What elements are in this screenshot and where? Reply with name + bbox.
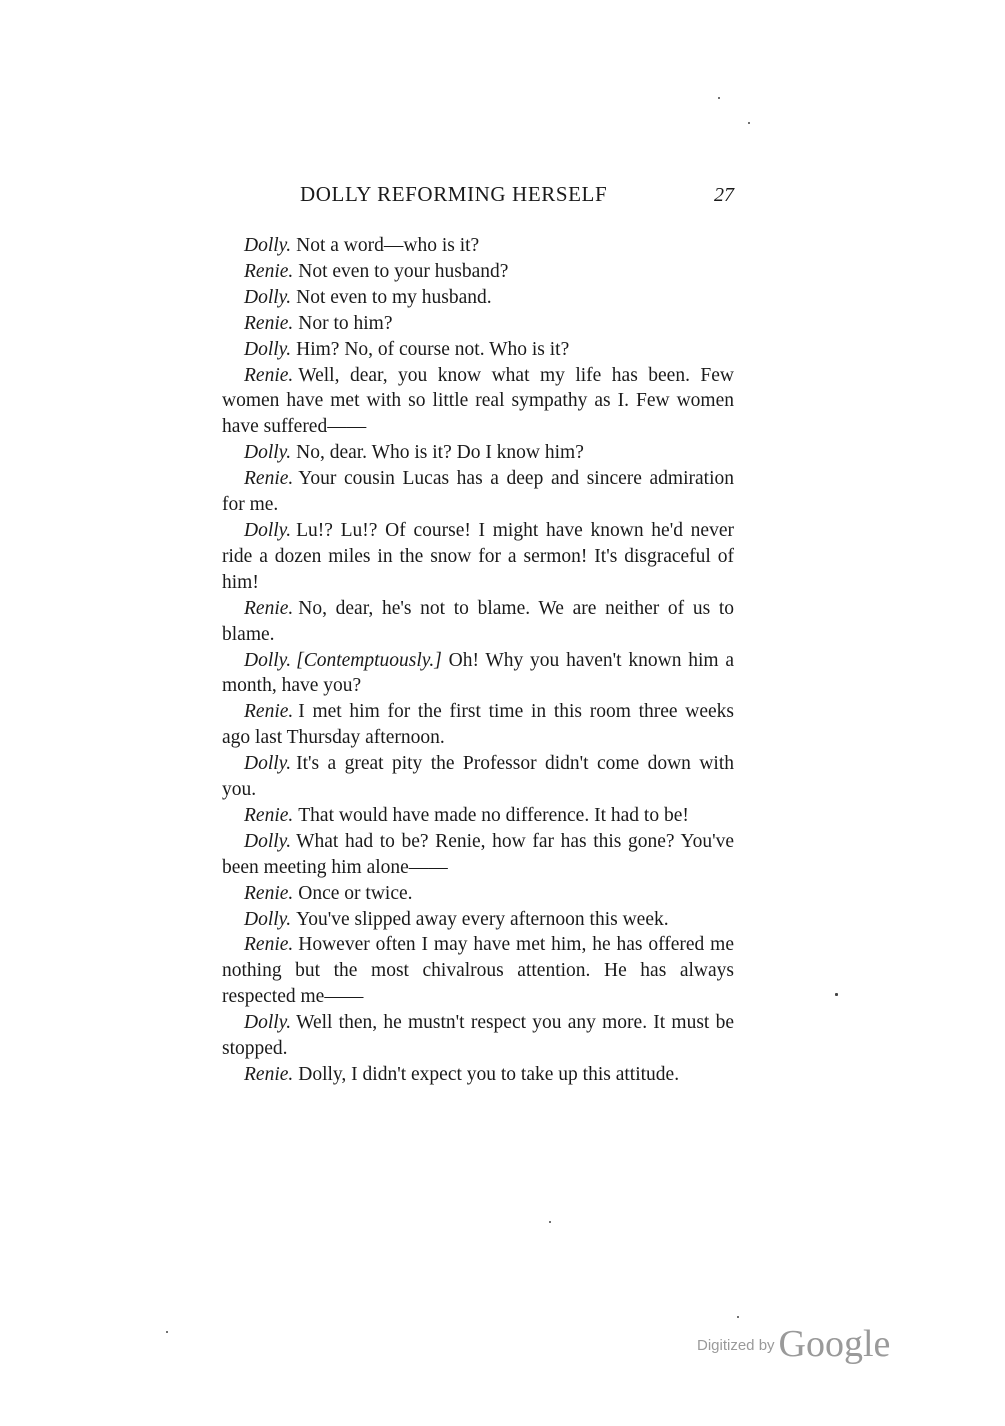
digitized-label: Digitized by <box>697 1337 775 1354</box>
speech-paragraph <box>222 337 734 363</box>
speech-text: You've slipped away every afternoon this week. <box>296 908 669 930</box>
speaker-name: Dolly. <box>244 338 292 360</box>
speaker-name: Dolly. <box>244 1012 292 1034</box>
speech-paragraph <box>222 803 734 829</box>
speech-text: No, dear, he's not to blame. We are neither of us to blame. <box>222 597 734 645</box>
speech-text: I met him for the first time in this room three weeks ago last Thursday afternoon. <box>222 701 734 749</box>
speaker-name: Renie. <box>244 312 294 334</box>
speech-paragraph <box>222 751 734 803</box>
speech-paragraph <box>222 466 734 518</box>
speech-paragraph <box>222 699 734 751</box>
speech-paragraph <box>222 311 734 337</box>
speech-paragraph <box>222 881 734 907</box>
google-logo: Google <box>778 1323 891 1365</box>
speech-text: It's a great pity the Professor didn't come down with you. <box>222 753 734 801</box>
play-dialogue <box>222 233 734 1088</box>
speaker-name: Dolly. <box>244 286 292 308</box>
scan-speck <box>737 1316 739 1318</box>
speaker-name: Renie. <box>244 701 294 723</box>
speaker-name: Renie. <box>244 364 294 386</box>
speaker-name: Dolly. <box>244 830 292 852</box>
speech-paragraph <box>222 440 734 466</box>
speaker-name: Dolly. <box>244 442 292 464</box>
scan-speck <box>748 122 750 124</box>
speech-text: Lu!? Lu!? Of course! I might have known he'd never ride a dozen miles in the snow for a sermon! It's disgraceful of him! <box>222 519 734 593</box>
speech-paragraph <box>222 648 734 700</box>
scan-speck <box>166 1331 168 1333</box>
speech-text: Not even to my husband. <box>296 286 492 308</box>
speech-text: Him? No, of course not. Who is it? <box>296 338 570 360</box>
speech-text: Well then, he mustn't respect you any more. It must be stopped. <box>222 1012 734 1060</box>
scan-speck <box>718 97 720 99</box>
speech-paragraph <box>222 285 734 311</box>
speech-text: Well, dear, you know what my life has been. Few women have met with so little real sympathy as I. Few women have suffered—— <box>222 364 734 438</box>
speech-text: Oh! Why you haven't known him a month, have you? <box>222 649 734 697</box>
speech-paragraph <box>222 1062 734 1088</box>
speaker-name: Renie. <box>244 882 294 904</box>
speaker-name: Renie. <box>244 597 294 619</box>
speech-paragraph <box>222 932 734 1010</box>
speech-paragraph <box>222 596 734 648</box>
speech-paragraph <box>222 518 734 596</box>
speaker-name: Dolly. <box>244 908 292 930</box>
speech-paragraph <box>222 829 734 881</box>
speaker-name: Renie. <box>244 804 294 826</box>
speech-paragraph <box>222 363 734 441</box>
digitized-by-google-watermark <box>697 1322 891 1365</box>
scan-speck <box>549 1221 551 1223</box>
speech-paragraph <box>222 233 734 259</box>
running-head <box>222 182 734 212</box>
speaker-name: Renie. <box>244 468 294 490</box>
speech-text: Not a word—who is it? <box>296 235 480 256</box>
speech-text: Once or twice. <box>298 882 413 904</box>
speaker-name: Renie. <box>244 260 294 282</box>
speech-paragraph <box>222 259 734 285</box>
speech-text: Dolly, I didn't expect you to take up this attitude. <box>298 1064 680 1085</box>
speaker-name: Dolly. <box>244 753 292 775</box>
speaker-name: Dolly. <box>244 649 292 671</box>
speech-text: That would have made no difference. It had to be! <box>298 804 689 826</box>
speech-text: Not even to your husband? <box>298 260 509 282</box>
speaker-name: Renie. <box>244 934 294 956</box>
speech-paragraph <box>222 1010 734 1062</box>
speaker-name: Dolly. <box>244 519 292 541</box>
speech-text: No, dear. Who is it? Do I know him? <box>296 442 584 464</box>
speech-text: However often I may have met him, he has offered me nothing but the most chivalrous attention. He has always respected me—— <box>222 934 734 1008</box>
speech-text: Nor to him? <box>298 312 393 334</box>
stage-direction: [Contemptuously.] <box>296 649 442 671</box>
speaker-name: Renie. <box>244 1064 294 1085</box>
running-title: DOLLY REFORMING HERSELF <box>300 182 608 206</box>
speech-paragraph <box>222 907 734 933</box>
speaker-name: Dolly. <box>244 235 292 256</box>
page-number: 27 <box>714 184 734 206</box>
speech-text: What had to be? Renie, how far has this gone? You've been meeting him alone—— <box>222 830 734 878</box>
speech-text: Your cousin Lucas has a deep and sincere admiration for me. <box>222 468 734 516</box>
scan-speck <box>835 993 838 996</box>
